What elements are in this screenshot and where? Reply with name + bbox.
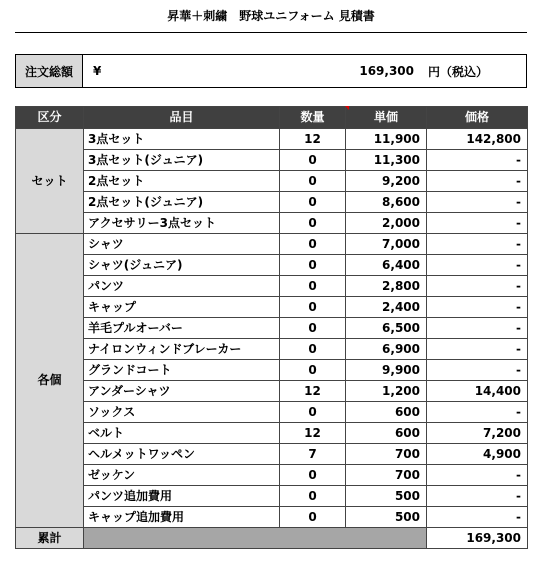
- item-cell: ゼッケン: [84, 465, 280, 486]
- table-row: [16, 423, 528, 444]
- quantity-cell: 0: [280, 150, 346, 171]
- unit-price-cell: 600: [346, 423, 427, 444]
- table-row: [16, 297, 528, 318]
- price-cell: -: [427, 276, 528, 297]
- price-cell: -: [427, 402, 528, 423]
- price-cell: -: [427, 234, 528, 255]
- table-row: [16, 444, 528, 465]
- price-cell: -: [427, 297, 528, 318]
- unit-price-cell: 11,300: [346, 150, 427, 171]
- table-row: [16, 192, 528, 213]
- price-cell: -: [427, 171, 528, 192]
- quantity-cell: 12: [280, 381, 346, 402]
- table-row: [16, 129, 528, 150]
- unit-price-cell: 7,000: [346, 234, 427, 255]
- title-divider: [15, 32, 527, 33]
- total-filler: [84, 528, 427, 549]
- table-row: [16, 276, 528, 297]
- price-cell: -: [427, 339, 528, 360]
- price-cell: -: [427, 213, 528, 234]
- price-cell: -: [427, 486, 528, 507]
- quantity-cell: 0: [280, 507, 346, 528]
- item-cell: アクセサリー3点セット: [84, 213, 280, 234]
- item-cell: ソックス: [84, 402, 280, 423]
- quantity-cell: 0: [280, 402, 346, 423]
- total-amount: 169,300: [427, 528, 528, 549]
- item-cell: 2点セット: [84, 171, 280, 192]
- price-cell: -: [427, 465, 528, 486]
- quantity-cell: 0: [280, 360, 346, 381]
- header-price: 価格: [427, 107, 528, 129]
- unit-price-cell: 500: [346, 507, 427, 528]
- unit-price-cell: 11,900: [346, 129, 427, 150]
- unit-price-cell: 2,000: [346, 213, 427, 234]
- unit-price-cell: 8,600: [346, 192, 427, 213]
- item-cell: キャップ追加費用: [84, 507, 280, 528]
- table-row: [16, 339, 528, 360]
- item-cell: 2点セット(ジュニア): [84, 192, 280, 213]
- price-cell: 7,200: [427, 423, 528, 444]
- order-total-label: 注文総額: [16, 55, 83, 87]
- price-cell: -: [427, 255, 528, 276]
- table-row: [16, 255, 528, 276]
- table-row: [16, 318, 528, 339]
- price-cell: -: [427, 318, 528, 339]
- item-cell: シャツ: [84, 234, 280, 255]
- price-cell: -: [427, 360, 528, 381]
- price-cell: -: [427, 507, 528, 528]
- quantity-cell: 0: [280, 276, 346, 297]
- quantity-cell: 7: [280, 444, 346, 465]
- quantity-cell: 0: [280, 171, 346, 192]
- item-cell: ヘルメットワッペン: [84, 444, 280, 465]
- item-cell: 3点セット: [84, 129, 280, 150]
- category-cell: セット: [16, 129, 84, 234]
- item-cell: 3点セット(ジュニア): [84, 150, 280, 171]
- table-row: [16, 402, 528, 423]
- quantity-cell: 0: [280, 486, 346, 507]
- item-cell: パンツ追加費用: [84, 486, 280, 507]
- table-row: [16, 465, 528, 486]
- unit-price-cell: 9,900: [346, 360, 427, 381]
- item-cell: パンツ: [84, 276, 280, 297]
- quantity-cell: 0: [280, 234, 346, 255]
- unit-price-cell: 500: [346, 486, 427, 507]
- quantity-cell: 0: [280, 192, 346, 213]
- item-cell: シャツ(ジュニア): [84, 255, 280, 276]
- price-cell: 4,900: [427, 444, 528, 465]
- unit-price-cell: 6,400: [346, 255, 427, 276]
- page-title: 昇華＋刺繍 野球ユニフォーム 見積書: [167, 9, 375, 23]
- unit-price-cell: 700: [346, 444, 427, 465]
- header-unit-price: 単価: [346, 107, 427, 129]
- quantity-cell: 0: [280, 339, 346, 360]
- table-row: [16, 171, 528, 192]
- order-total-box: [15, 54, 527, 88]
- quantity-cell: 0: [280, 213, 346, 234]
- quantity-cell: 0: [280, 318, 346, 339]
- header-category: 区分: [16, 107, 84, 129]
- comment-indicator-icon: [345, 106, 349, 110]
- quantity-cell: 12: [280, 129, 346, 150]
- table-row: [16, 213, 528, 234]
- unit-price-cell: 2,800: [346, 276, 427, 297]
- order-total-amount: 169,300: [359, 64, 414, 78]
- quantity-cell: 0: [280, 465, 346, 486]
- header-item: 品目: [84, 107, 280, 129]
- item-cell: グランドコート: [84, 360, 280, 381]
- unit-price-cell: 6,500: [346, 318, 427, 339]
- item-cell: 羊毛プルオーバー: [84, 318, 280, 339]
- header-quantity: 数量: [280, 107, 346, 129]
- item-cell: アンダーシャツ: [84, 381, 280, 402]
- table-row: [16, 507, 528, 528]
- price-cell: -: [427, 150, 528, 171]
- category-cell: 各個: [16, 234, 84, 528]
- table-row: [16, 381, 528, 402]
- order-total-unit: 円（税込）: [428, 64, 489, 79]
- total-row: [16, 528, 528, 549]
- total-label: 累計: [16, 528, 84, 549]
- item-cell: ナイロンウィンドブレーカー: [84, 339, 280, 360]
- quantity-cell: 12: [280, 423, 346, 444]
- unit-price-cell: 600: [346, 402, 427, 423]
- table-row: [16, 486, 528, 507]
- price-cell: 14,400: [427, 381, 528, 402]
- unit-price-cell: 6,900: [346, 339, 427, 360]
- quote-table-body: [16, 129, 528, 549]
- table-row: [16, 234, 528, 255]
- currency-symbol: ¥: [93, 64, 102, 78]
- table-row: [16, 150, 528, 171]
- quantity-cell: 0: [280, 297, 346, 318]
- unit-price-cell: 1,200: [346, 381, 427, 402]
- table-header-row: [16, 107, 528, 129]
- quantity-cell: 0: [280, 255, 346, 276]
- table-row: [16, 360, 528, 381]
- price-cell: 142,800: [427, 129, 528, 150]
- unit-price-cell: 2,400: [346, 297, 427, 318]
- price-cell: -: [427, 192, 528, 213]
- item-cell: キャップ: [84, 297, 280, 318]
- unit-price-cell: 9,200: [346, 171, 427, 192]
- item-cell: ベルト: [84, 423, 280, 444]
- unit-price-cell: 700: [346, 465, 427, 486]
- quote-table: [15, 106, 528, 549]
